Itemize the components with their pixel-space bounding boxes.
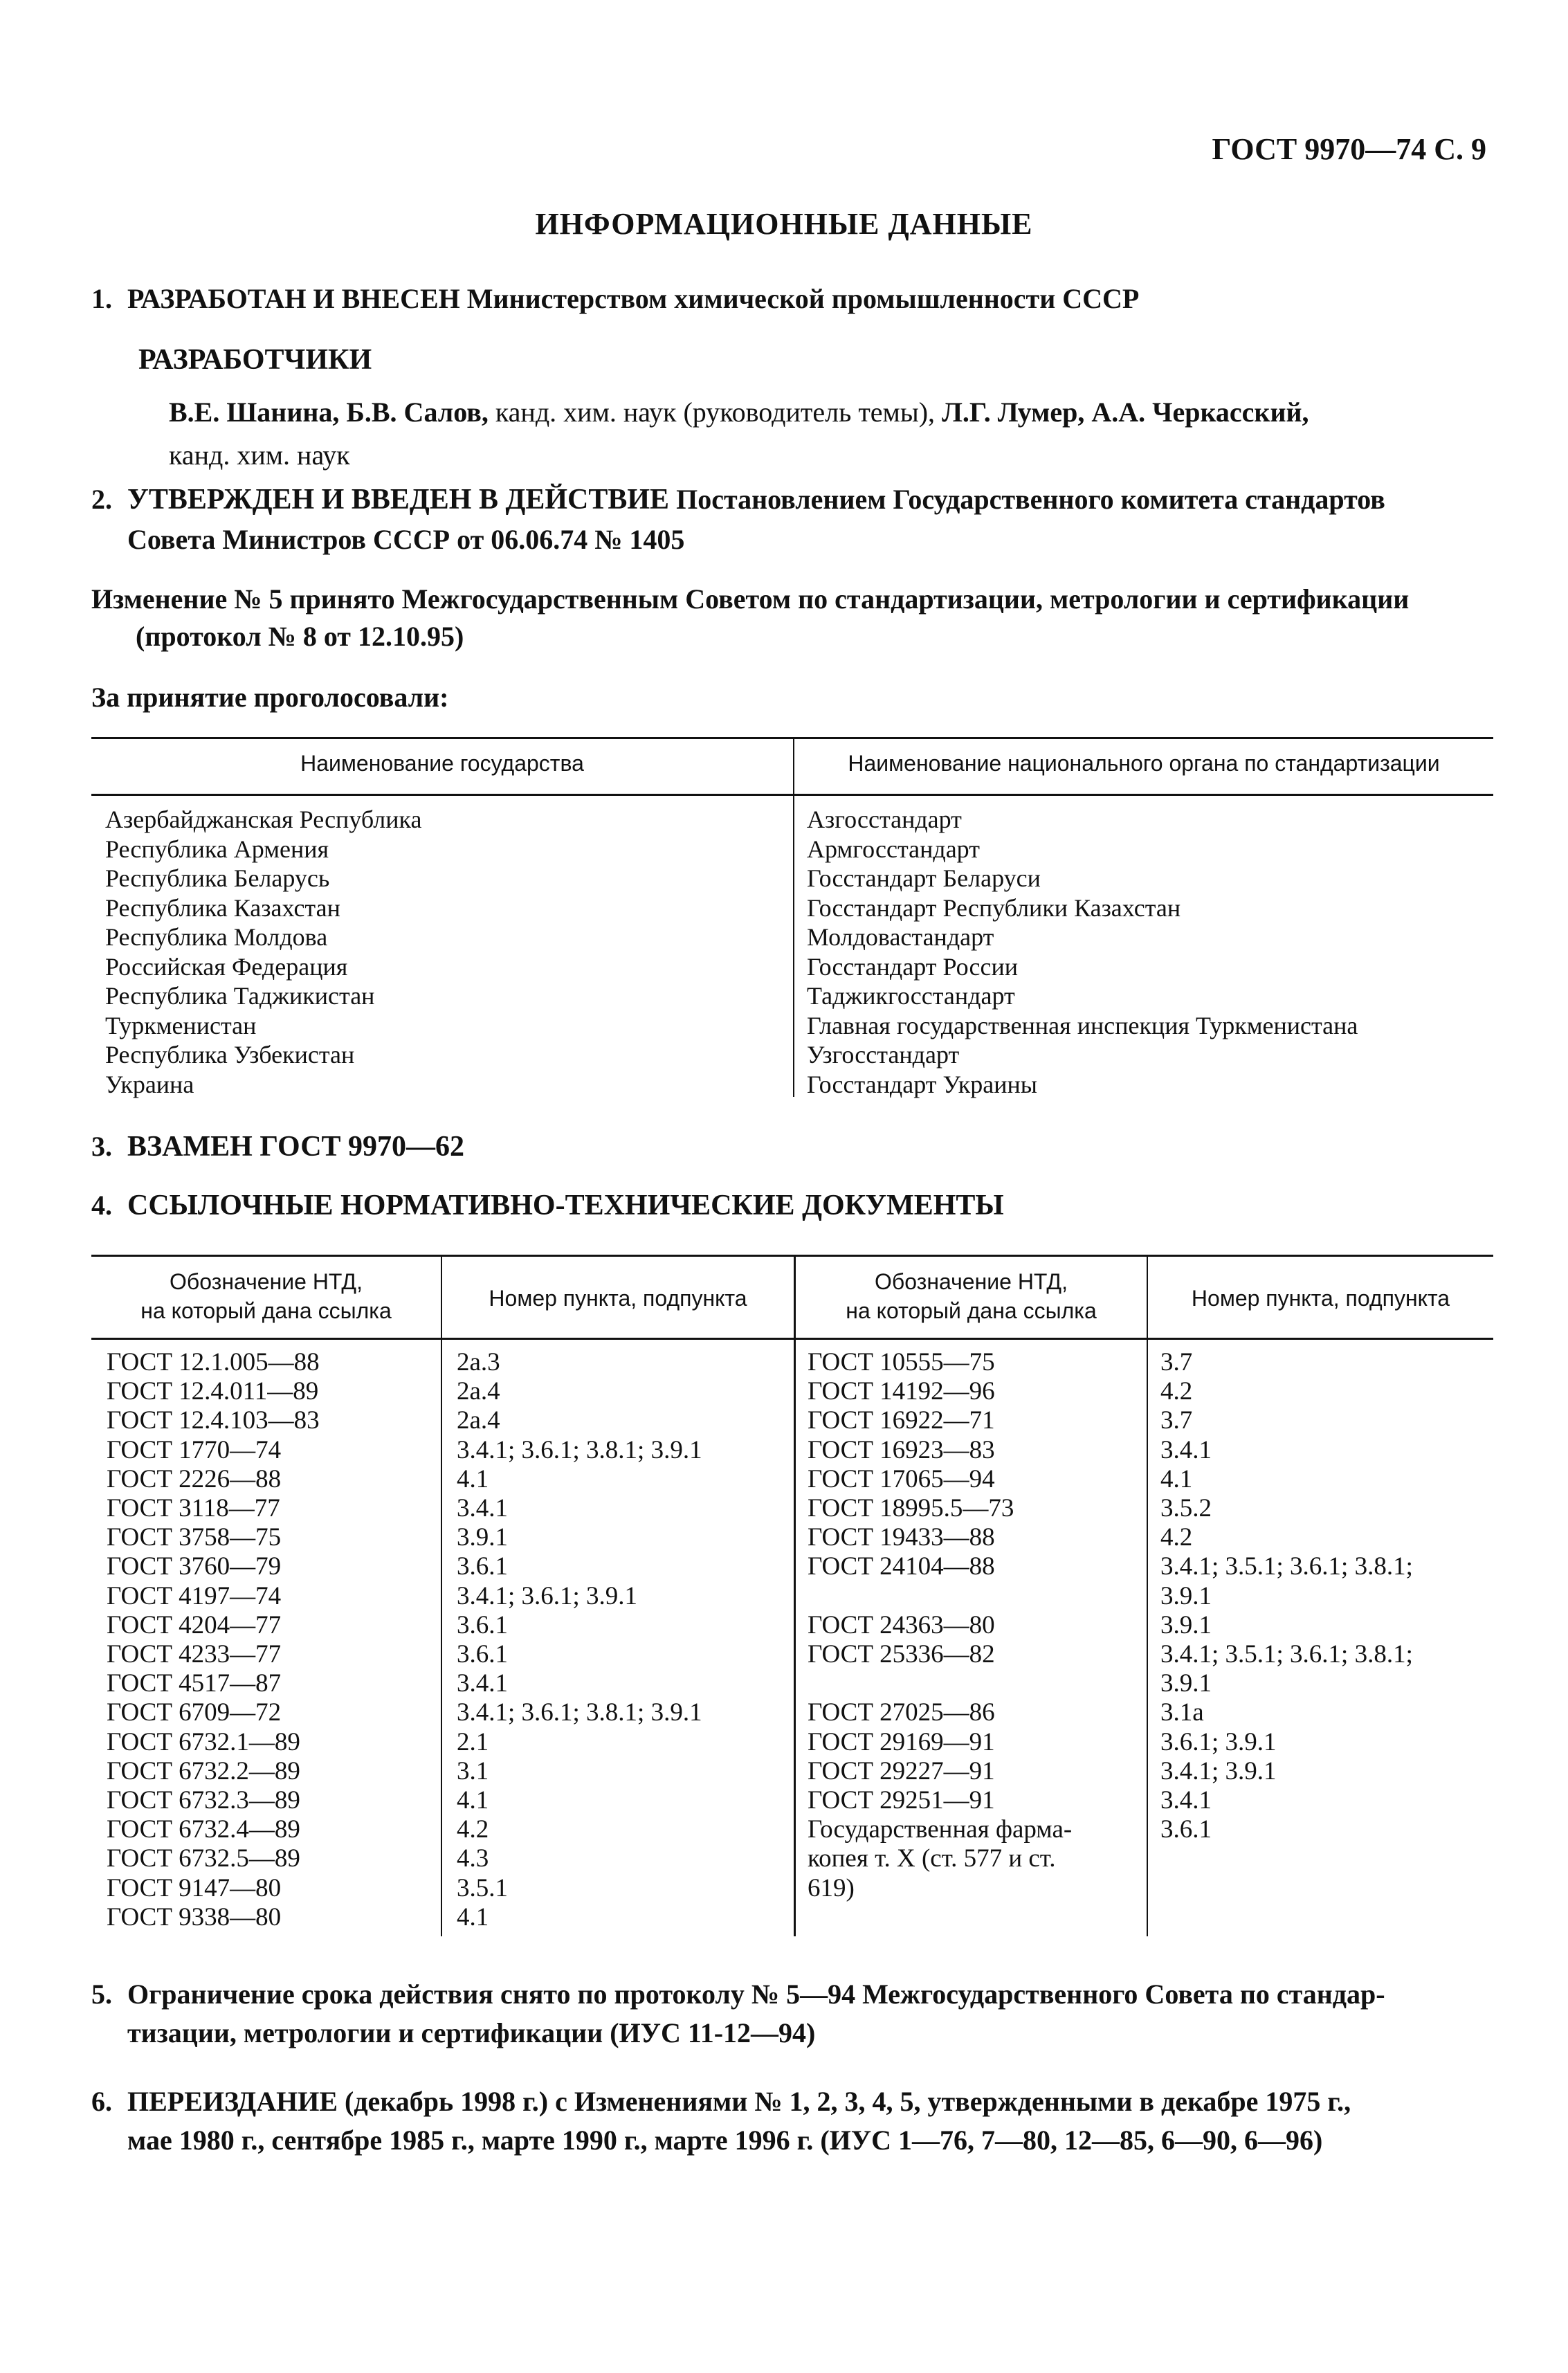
state-name: Республика Армения xyxy=(105,835,329,863)
state-name: Республика Узбекистан xyxy=(105,1041,355,1069)
ntd-clause: 3.9.1 xyxy=(1160,1581,1212,1610)
ntd-clause: 3.6.1 xyxy=(1160,1815,1212,1844)
ntd-document: ГОСТ 3758—75 xyxy=(107,1523,282,1552)
column-header: Наименование государства xyxy=(300,751,584,776)
section-number: 6. xyxy=(91,2086,112,2117)
column-header-clause: Номер пункта, подпункта xyxy=(489,1286,747,1311)
developers-heading: РАЗРАБОТЧИКИ xyxy=(138,344,372,376)
section-number: 5. xyxy=(91,1979,112,2010)
ntd-document: ГОСТ 4517—87 xyxy=(107,1669,282,1698)
developers-role: канд. хим. наук (руководитель темы), xyxy=(495,397,936,428)
standards-body: Узгосстандарт xyxy=(807,1041,960,1069)
ntd-clause: 4.1 xyxy=(457,1902,489,1931)
ntd-document: ГОСТ 10555—75 xyxy=(808,1348,995,1376)
header-line: на который дана ссылка xyxy=(846,1298,1097,1323)
ntd-clause: 3.4.1 xyxy=(1160,1786,1212,1815)
ntd-clause: 2.1 xyxy=(457,1727,489,1756)
ntd-clause: 2а.3 xyxy=(457,1348,500,1376)
column-divider xyxy=(441,1255,442,1936)
ntd-clause: 3.6.1; 3.9.1 xyxy=(1160,1727,1277,1756)
section-number: 2. xyxy=(91,484,112,515)
column-divider xyxy=(793,737,794,1097)
ntd-clause: 3.4.1; 3.9.1 xyxy=(1160,1756,1277,1785)
ntd-clause: 3.4.1; 3.6.1; 3.9.1 xyxy=(457,1581,638,1610)
ntd-document: ГОСТ 4197—74 xyxy=(107,1581,282,1610)
ntd-clause: 3.5.1 xyxy=(457,1873,508,1902)
ntd-document: ГОСТ 6732.1—89 xyxy=(107,1727,300,1756)
section-text: ССЫЛОЧНЫЕ НОРМАТИВНО-ТЕХНИЧЕСКИЕ ДОКУМЕНТЫ xyxy=(127,1190,1004,1221)
ntd-document: ГОСТ 3118—77 xyxy=(107,1494,280,1522)
section-text: Ограничение срока действия снято по протоколу № 5—94 Межгосударственного Совета по стандар- xyxy=(127,1979,1385,2010)
ntd-document: ГОСТ 3760—79 xyxy=(107,1552,282,1581)
ntd-clause: 3.7 xyxy=(1160,1348,1193,1376)
ntd-clause: 3.4.1; 3.6.1; 3.8.1; 3.9.1 xyxy=(457,1698,702,1727)
change-note-line2: (протокол № 8 от 12.10.95) xyxy=(136,621,464,652)
ntd-clause: 3.9.1 xyxy=(1160,1669,1212,1698)
ntd-clause: 3.1а xyxy=(1160,1698,1204,1727)
column-header-doc xyxy=(796,1267,1147,1325)
standards-body: Госстандарт Беларуси xyxy=(807,864,1041,892)
column-header-clause: Номер пункта, подпункта xyxy=(1191,1286,1450,1311)
ntd-clause: 3.9.1 xyxy=(1160,1610,1212,1639)
ntd-document: ГОСТ 9338—80 xyxy=(107,1902,282,1931)
column-header: Наименование национального органа по стандартизации xyxy=(848,751,1440,776)
section-number: 4. xyxy=(91,1190,112,1221)
ntd-document: Государственная фарма- xyxy=(808,1815,1073,1844)
ntd-document: ГОСТ 25336—82 xyxy=(808,1640,995,1669)
ntd-clause: 4.2 xyxy=(1160,1523,1193,1552)
developers-names: В.Е. Шанина, Б.В. Салов, xyxy=(169,397,489,428)
ntd-clause: 3.1 xyxy=(457,1756,489,1785)
ntd-clause: 3.4.1 xyxy=(1160,1435,1212,1464)
ntd-document: ГОСТ 19433—88 xyxy=(808,1523,995,1552)
section-text: ВЗАМЕН ГОСТ 9970—62 xyxy=(127,1131,465,1163)
vote-heading: За принятие проголосовали: xyxy=(91,682,449,713)
header-line: на который дана ссылка xyxy=(140,1298,392,1323)
ntd-document: ГОСТ 6732.4—89 xyxy=(107,1815,300,1844)
section-number: 3. xyxy=(91,1131,112,1162)
ntd-document: ГОСТ 16923—83 xyxy=(808,1435,995,1464)
state-name: Республика Беларусь xyxy=(105,864,330,892)
ntd-clause: 4.1 xyxy=(457,1786,489,1815)
ntd-clause: 4.3 xyxy=(457,1844,489,1873)
ntd-clause: 4.1 xyxy=(457,1464,489,1493)
standards-body: Госстандарт России xyxy=(807,952,1018,981)
ntd-document: ГОСТ 9147—80 xyxy=(107,1873,282,1902)
state-name: Азербайджанская Республика xyxy=(105,806,422,833)
section-lead: УТВЕРЖДЕН И ВВЕДЕН В ДЕЙСТВИЕ xyxy=(127,484,670,516)
ntd-document: ГОСТ 14192—96 xyxy=(808,1377,995,1406)
section-text-2: тизации, метрологии и сертификации (ИУС 11-12—94) xyxy=(127,2017,816,2048)
state-name: Республика Таджикистан xyxy=(105,982,375,1010)
header-line: Обозначение НТД, xyxy=(875,1269,1068,1294)
header-rule xyxy=(91,794,1493,796)
ntd-clause: 3.4.1 xyxy=(457,1669,508,1698)
ntd-clause: 3.9.1 xyxy=(457,1523,508,1552)
section-number: 1. xyxy=(91,283,112,314)
ntd-document: ГОСТ 6709—72 xyxy=(107,1698,282,1727)
column-divider xyxy=(1147,1255,1148,1936)
ntd-document: ГОСТ 1770—74 xyxy=(107,1435,282,1464)
standards-body: Таджикгосстандарт xyxy=(807,982,1015,1010)
ntd-document: ГОСТ 29169—91 xyxy=(808,1727,995,1756)
ntd-document: ГОСТ 24363—80 xyxy=(808,1610,995,1639)
section-text-2: мае 1980 г., сентябре 1985 г., марте 1990 г., марте 1996 г. (ИУС 1—76, 7—80, 12—85, 6—90, 6—96) xyxy=(127,2125,1323,2156)
ntd-document: ГОСТ 6732.5—89 xyxy=(107,1844,300,1873)
ntd-document: ГОСТ 12.1.005—88 xyxy=(107,1348,320,1376)
ntd-document: копея т. X (ст. 577 и ст. xyxy=(808,1844,1056,1873)
ntd-document: ГОСТ 12.4.011—89 xyxy=(107,1377,319,1406)
section-lead: РАЗРАБОТАН И ВНЕСЕН xyxy=(127,283,460,314)
ntd-document: ГОСТ 29227—91 xyxy=(808,1756,995,1785)
change-note-line1: Изменение № 5 принято Межгосударственным Советом по стандартизации, метрологии и сертификации xyxy=(91,583,1410,615)
state-name: Республика Молдова xyxy=(105,923,328,951)
ntd-document: ГОСТ 18995.5—73 xyxy=(808,1494,1014,1522)
column-divider-main xyxy=(794,1255,796,1936)
ntd-document: ГОСТ 6732.3—89 xyxy=(107,1786,300,1815)
ntd-document: ГОСТ 4233—77 xyxy=(107,1640,282,1669)
table-top-rule xyxy=(91,737,1493,739)
section-text: Постановлением Государственного комитета стандартов xyxy=(676,484,1385,515)
ntd-clause: 3.4.1; 3.5.1; 3.6.1; 3.8.1; xyxy=(1160,1552,1413,1581)
ntd-clause: 3.6.1 xyxy=(457,1552,508,1581)
ntd-clause: 4.2 xyxy=(457,1815,489,1844)
column-header-doc xyxy=(91,1267,441,1325)
state-name: Республика Казахстан xyxy=(105,893,340,922)
state-name: Украина xyxy=(105,1070,194,1098)
ntd-clause: 2а.4 xyxy=(457,1406,500,1435)
standards-body: Госстандарт Республики Казахстан xyxy=(807,893,1181,922)
standards-body: Госстандарт Украины xyxy=(807,1070,1037,1098)
header-line: Обозначение НТД, xyxy=(170,1269,363,1294)
ntd-clause: 3.4.1; 3.5.1; 3.6.1; 3.8.1; xyxy=(1160,1640,1413,1669)
ntd-clause: 3.4.1 xyxy=(457,1494,508,1522)
ntd-clause: 3.4.1; 3.6.1; 3.8.1; 3.9.1 xyxy=(457,1435,702,1464)
state-name: Туркменистан xyxy=(105,1011,257,1039)
ntd-document: ГОСТ 12.4.103—83 xyxy=(107,1406,320,1435)
section-text: ПЕРЕИЗДАНИЕ (декабрь 1998 г.) с Изменениями № 1, 2, 3, 4, 5, утвержденными в декабре 1975 г., xyxy=(127,2086,1351,2117)
ntd-clause: 3.6.1 xyxy=(457,1640,508,1669)
developers-names-2: Л.Г. Лумер, А.А. Черкасский, xyxy=(942,397,1309,428)
ntd-document: ГОСТ 16922—71 xyxy=(808,1406,995,1435)
table-top-rule xyxy=(91,1255,1493,1257)
ntd-clause: 4.2 xyxy=(1160,1377,1193,1406)
page-header: ГОСТ 9970—74 С. 9 xyxy=(1212,132,1486,166)
ntd-document: ГОСТ 4204—77 xyxy=(107,1610,282,1639)
developers-degree: канд. хим. наук xyxy=(169,439,350,471)
ntd-document: ГОСТ 17065—94 xyxy=(808,1464,995,1493)
ntd-clause: 4.1 xyxy=(1160,1464,1193,1493)
state-name: Российская Федерация xyxy=(105,952,348,981)
standards-body: Молдовастандарт xyxy=(807,923,994,951)
section-text-2: Совета Министров СССР от 06.06.74 № 1405 xyxy=(127,524,685,555)
header-rule xyxy=(91,1338,1493,1340)
ntd-document: ГОСТ 27025—86 xyxy=(808,1698,995,1727)
ntd-document: 619) xyxy=(808,1873,855,1902)
ntd-clause: 2а.4 xyxy=(457,1377,500,1406)
ntd-document: ГОСТ 29251—91 xyxy=(808,1786,995,1815)
section-text: Министерством химической промышленности СССР xyxy=(466,283,1140,314)
ntd-document: ГОСТ 2226—88 xyxy=(107,1464,282,1493)
ntd-document: ГОСТ 6732.2—89 xyxy=(107,1756,300,1785)
ntd-document: ГОСТ 24104—88 xyxy=(808,1552,995,1581)
ntd-clause: 3.5.2 xyxy=(1160,1494,1212,1522)
standards-body: Азгосстандарт xyxy=(807,806,962,833)
page-title: ИНФОРМАЦИОННЫЕ ДАННЫЕ xyxy=(535,207,1033,241)
standards-body: Армгосстандарт xyxy=(807,835,980,863)
standards-body: Главная государственная инспекция Туркменистана xyxy=(807,1011,1358,1039)
ntd-clause: 3.6.1 xyxy=(457,1610,508,1639)
ntd-clause: 3.7 xyxy=(1160,1406,1193,1435)
